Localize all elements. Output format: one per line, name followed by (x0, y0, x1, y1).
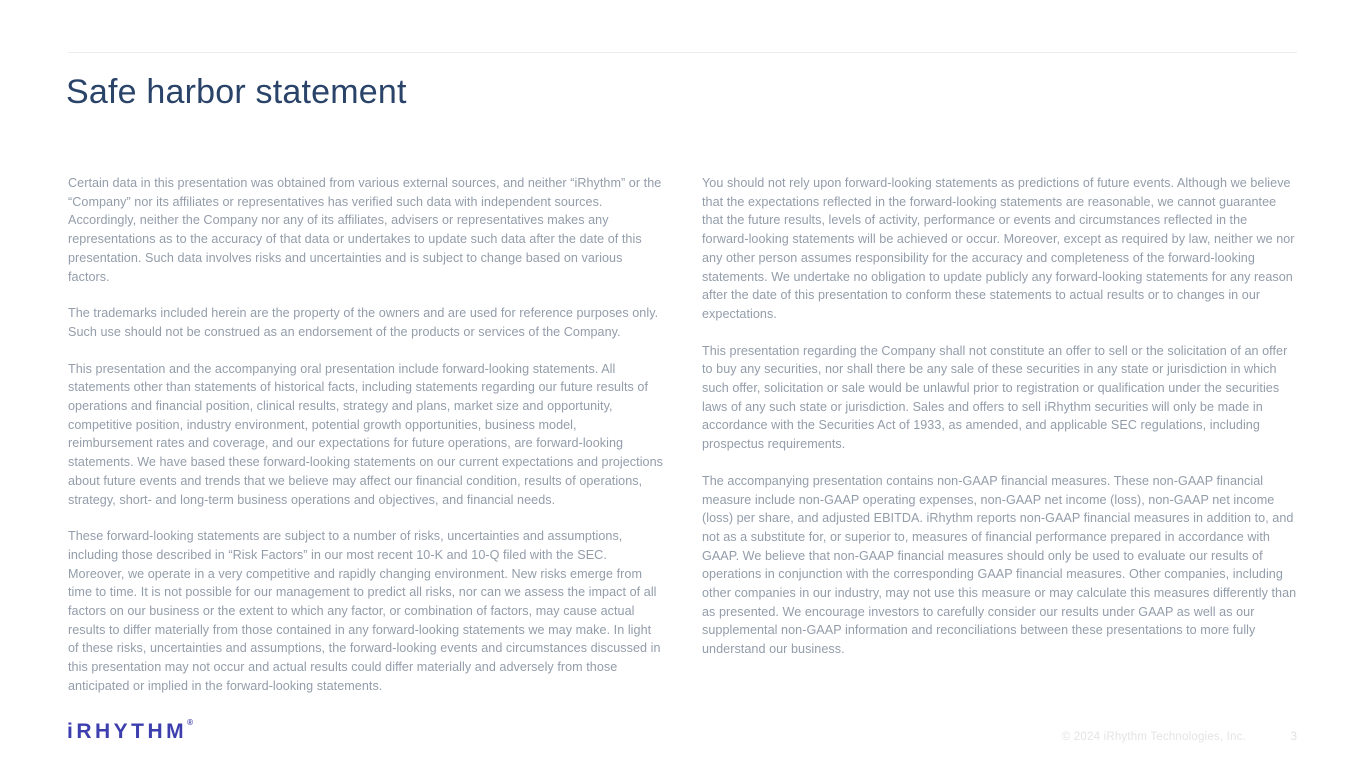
body-columns (68, 174, 1297, 714)
page-number: 3 (1290, 731, 1297, 743)
copyright-text: © 2024 iRhythm Technologies, Inc. (1061, 731, 1246, 743)
irhythm-logo (67, 719, 193, 744)
irhythm-logo-text: iRHYTHM (67, 720, 188, 743)
paragraph: The trademarks included herein are the property of the owners and are used for reference purposes only. Such use should not be construed as an endorsement of the products or services of the Company. (68, 306, 659, 339)
paragraph: You should not rely upon forward-looking statements as predictions of future events. Although we believe that the expectations reflected in the forward-looking statements are reasonable, we cannot guarantee that the future results, levels of activity, performance or events and circumstances reflected in the forward-looking statements will be achieved or occur. Moreover, except as required by law, neither we nor any other person assumes responsibility for the accuracy and completeness of the forward-looking statements. We undertake no obligation to update publicly any forward-looking statements for any reason after the date of this presentation to conform these statements to actual results or to changes in our expectations. (702, 176, 1295, 321)
right-column (702, 174, 1297, 714)
paragraph: These forward-looking statements are subject to a number of risks, uncertainties and assumptions, including those described in “Risk Factors” in our most recent 10-K and 10-Q filed with the SEC. Moreover, we operate in a very competitive and rapidly changing environment. New risks emerge from time to time. It is not possible for our management to predict all risks, nor can we assess the impact of all factors on our business or the extent to which any factor, or combination of factors, may cause actual results to differ materially from those contained in any forward-looking statements we may make. In light of these risks, uncertainties and assumptions, the forward-looking events and circumstances discussed in this presentation may not occur and actual results could differ materially and adversely from those anticipated or implied in the forward-looking statements. (68, 529, 661, 693)
paragraph: Certain data in this presentation was obtained from various external sources, and neither “iRhythm” or the “Company” nor its affiliates or representatives has verified such data with independent sources. Accordingly, neither the Company nor any of its affiliates, advisers or representatives makes any representations as to the accuracy of that data or undertakes to update such data after the date of this presentation. Such data involves risks and uncertainties and is subject to change based on various factors. (68, 176, 662, 284)
top-divider (68, 52, 1297, 53)
paragraph: This presentation regarding the Company shall not constitute an offer to sell or the solicitation of an offer to buy any securities, nor shall there be any sale of these securities in any state or jurisdiction in which such offer, solicitation or sale would be unlawful prior to registration or qualification under the securities laws of any such state or jurisdiction. Sales and offers to sell iRhythm securities will only be made in accordance with the Securities Act of 1933, as amended, and applicable SEC regulations, including prospectus requirements. (702, 343, 1288, 452)
paragraph: The accompanying presentation contains non-GAAP financial measures. These non-GAAP financial measure include non-GAAP operating expenses, non-GAAP net income (loss), non-GAAP net income (loss) per share, and adjusted EBITDA. iRhythm reports non-GAAP financial measures in addition to, and not as a substitute for, or superior to, measures of financial performance prepared in accordance with GAAP. We believe that non-GAAP financial measures should only be used to evaluate our results of operations in conjunction with the corresponding GAAP financial measures. Other companies, including other companies in our industry, may not use this measure or may calculate this measures differently than as presented. We encourage investors to carefully consider our results under GAAP as well as our supplemental non-GAAP information and reconciliations between these presentations to more fully understand our business. (702, 473, 1297, 657)
page-title: Safe harbor statement (66, 73, 407, 111)
paragraph: This presentation and the accompanying oral presentation include forward-looking statements. All statements other than statements of historical facts, including statements regarding our future results of operations and financial position, clinical results, strategy and plans, market size and opportunity, competitive position, industry environment, potential growth opportunities, business model, reimbursement rates and coverage, and our expectations for future operations, are forward-looking statements. We have based these forward-looking statements on our current expectations and projections about future events and trends that we believe may affect our financial condition, results of operations, strategy, short- and long-term business operations and objectives, and financial needs. (68, 361, 664, 507)
registered-trademark-symbol: ® (187, 718, 194, 727)
left-column (68, 174, 663, 714)
